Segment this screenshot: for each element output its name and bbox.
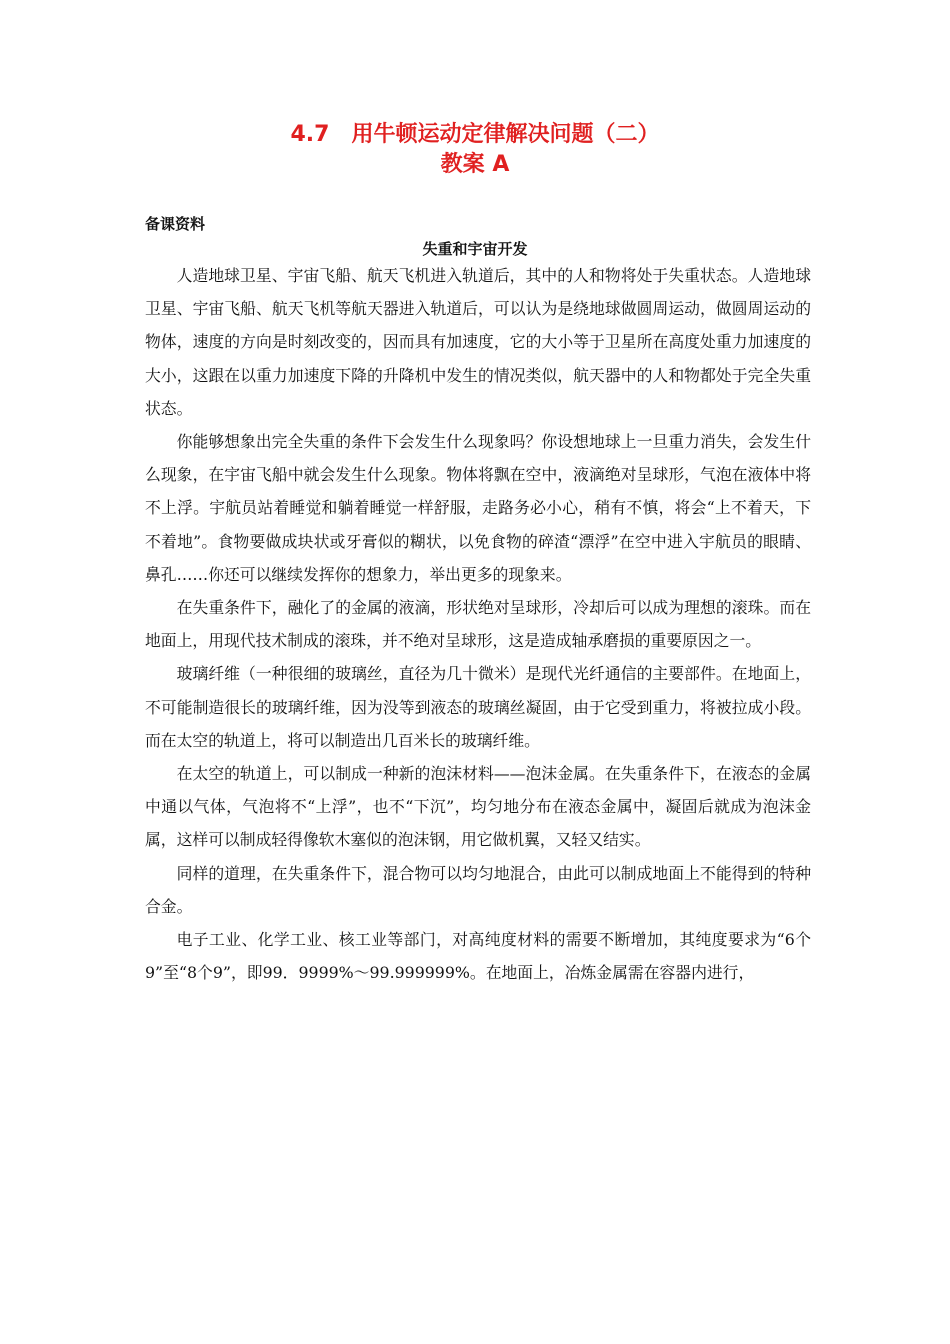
paragraph-6: 同样的道理，在失重条件下，混合物可以均匀地混合，由此可以制成地面上不能得到的特种合金。 [145,863,811,916]
paragraph-1: 人造地球卫星、宇宙飞船、航天飞机进入轨道后，其中的人和物将处于失重状态。人造地球卫星、宇宙飞船、航天飞机等航天器进入轨道后，可以认为是绕地球做圆周运动，做圆周运动的物体，速度的方向是时刻改变的，因而具有加速度，它的大小等于卫星所在高度处重力加速度的大小，这跟在以重力加速度下降的升降机中发生的情况类似，航天器中的人和物都处于完全失重状态。 [145,266,811,418]
paragraph-4: 玻璃纤维（一种很细的玻璃丝，直径为几十微米）是现代光纤通信的主要部件。在地面上，不可能制造很长的玻璃纤维，因为没等到液态的玻璃丝凝固，由于它受到重力，将被拉成小段。而在太空的轨道上，将可以制造出几百米长的玻璃纤维。 [145,664,811,750]
title-line-1: 4.7 用牛顿运动定律解决问题（二） [290,122,660,147]
paragraph-5: 在太空的轨道上，可以制成一种新的泡沫材料——泡沫金属。在失重条件下，在液态的金属中通以气体，气泡将不“上浮”，也不“下沉”，均匀地分布在液态金属中，凝固后就成为泡沫金属，这样可以制成轻得像软木塞似的泡沫钢，用它做机翼，又轻又结实。 [145,764,811,850]
paragraph-7: 电子工业、化学工业、核工业等部门，对高纯度材料的需要不断增加，其纯度要求为“6个9”至“8个9”，即99．9999%～99.999999%。在地面上，冶炼金属需在容器内进行， [145,930,811,983]
title-line-2: 教案 A [440,152,510,177]
paragraph-3: 在失重条件下，融化了的金属的液滴，形状绝对呈球形，冷却后可以成为理想的滚珠。而在地面上，用现代技术制成的滚珠，并不绝对呈球形，这是造成轴承磨损的重要原因之一。 [145,598,811,651]
article-body [145,259,811,989]
document-title [0,120,950,180]
article-heading: 失重和宇宙开发 [422,240,528,258]
paragraph-2: 你能够想象出完全失重的条件下会发生什么现象吗？你设想地球上一旦重力消失，会发生什么现象，在宇宙飞船中就会发生什么现象。物体将飘在空中，液滴绝对呈球形，气泡在液体中将不上浮。宇航员站着睡觉和躺着睡觉一样舒服，走路务必小心，稍有不慎，将会“上不着天，下不着地”。食物要做成块状或牙膏似的糊状，以免食物的碎渣“漂浮”在空中进入宇航员的眼睛、鼻孔……你还可以继续发挥你的想象力，举出更多的现象来。 [145,432,811,584]
section-label: 备课资料 [145,215,206,233]
